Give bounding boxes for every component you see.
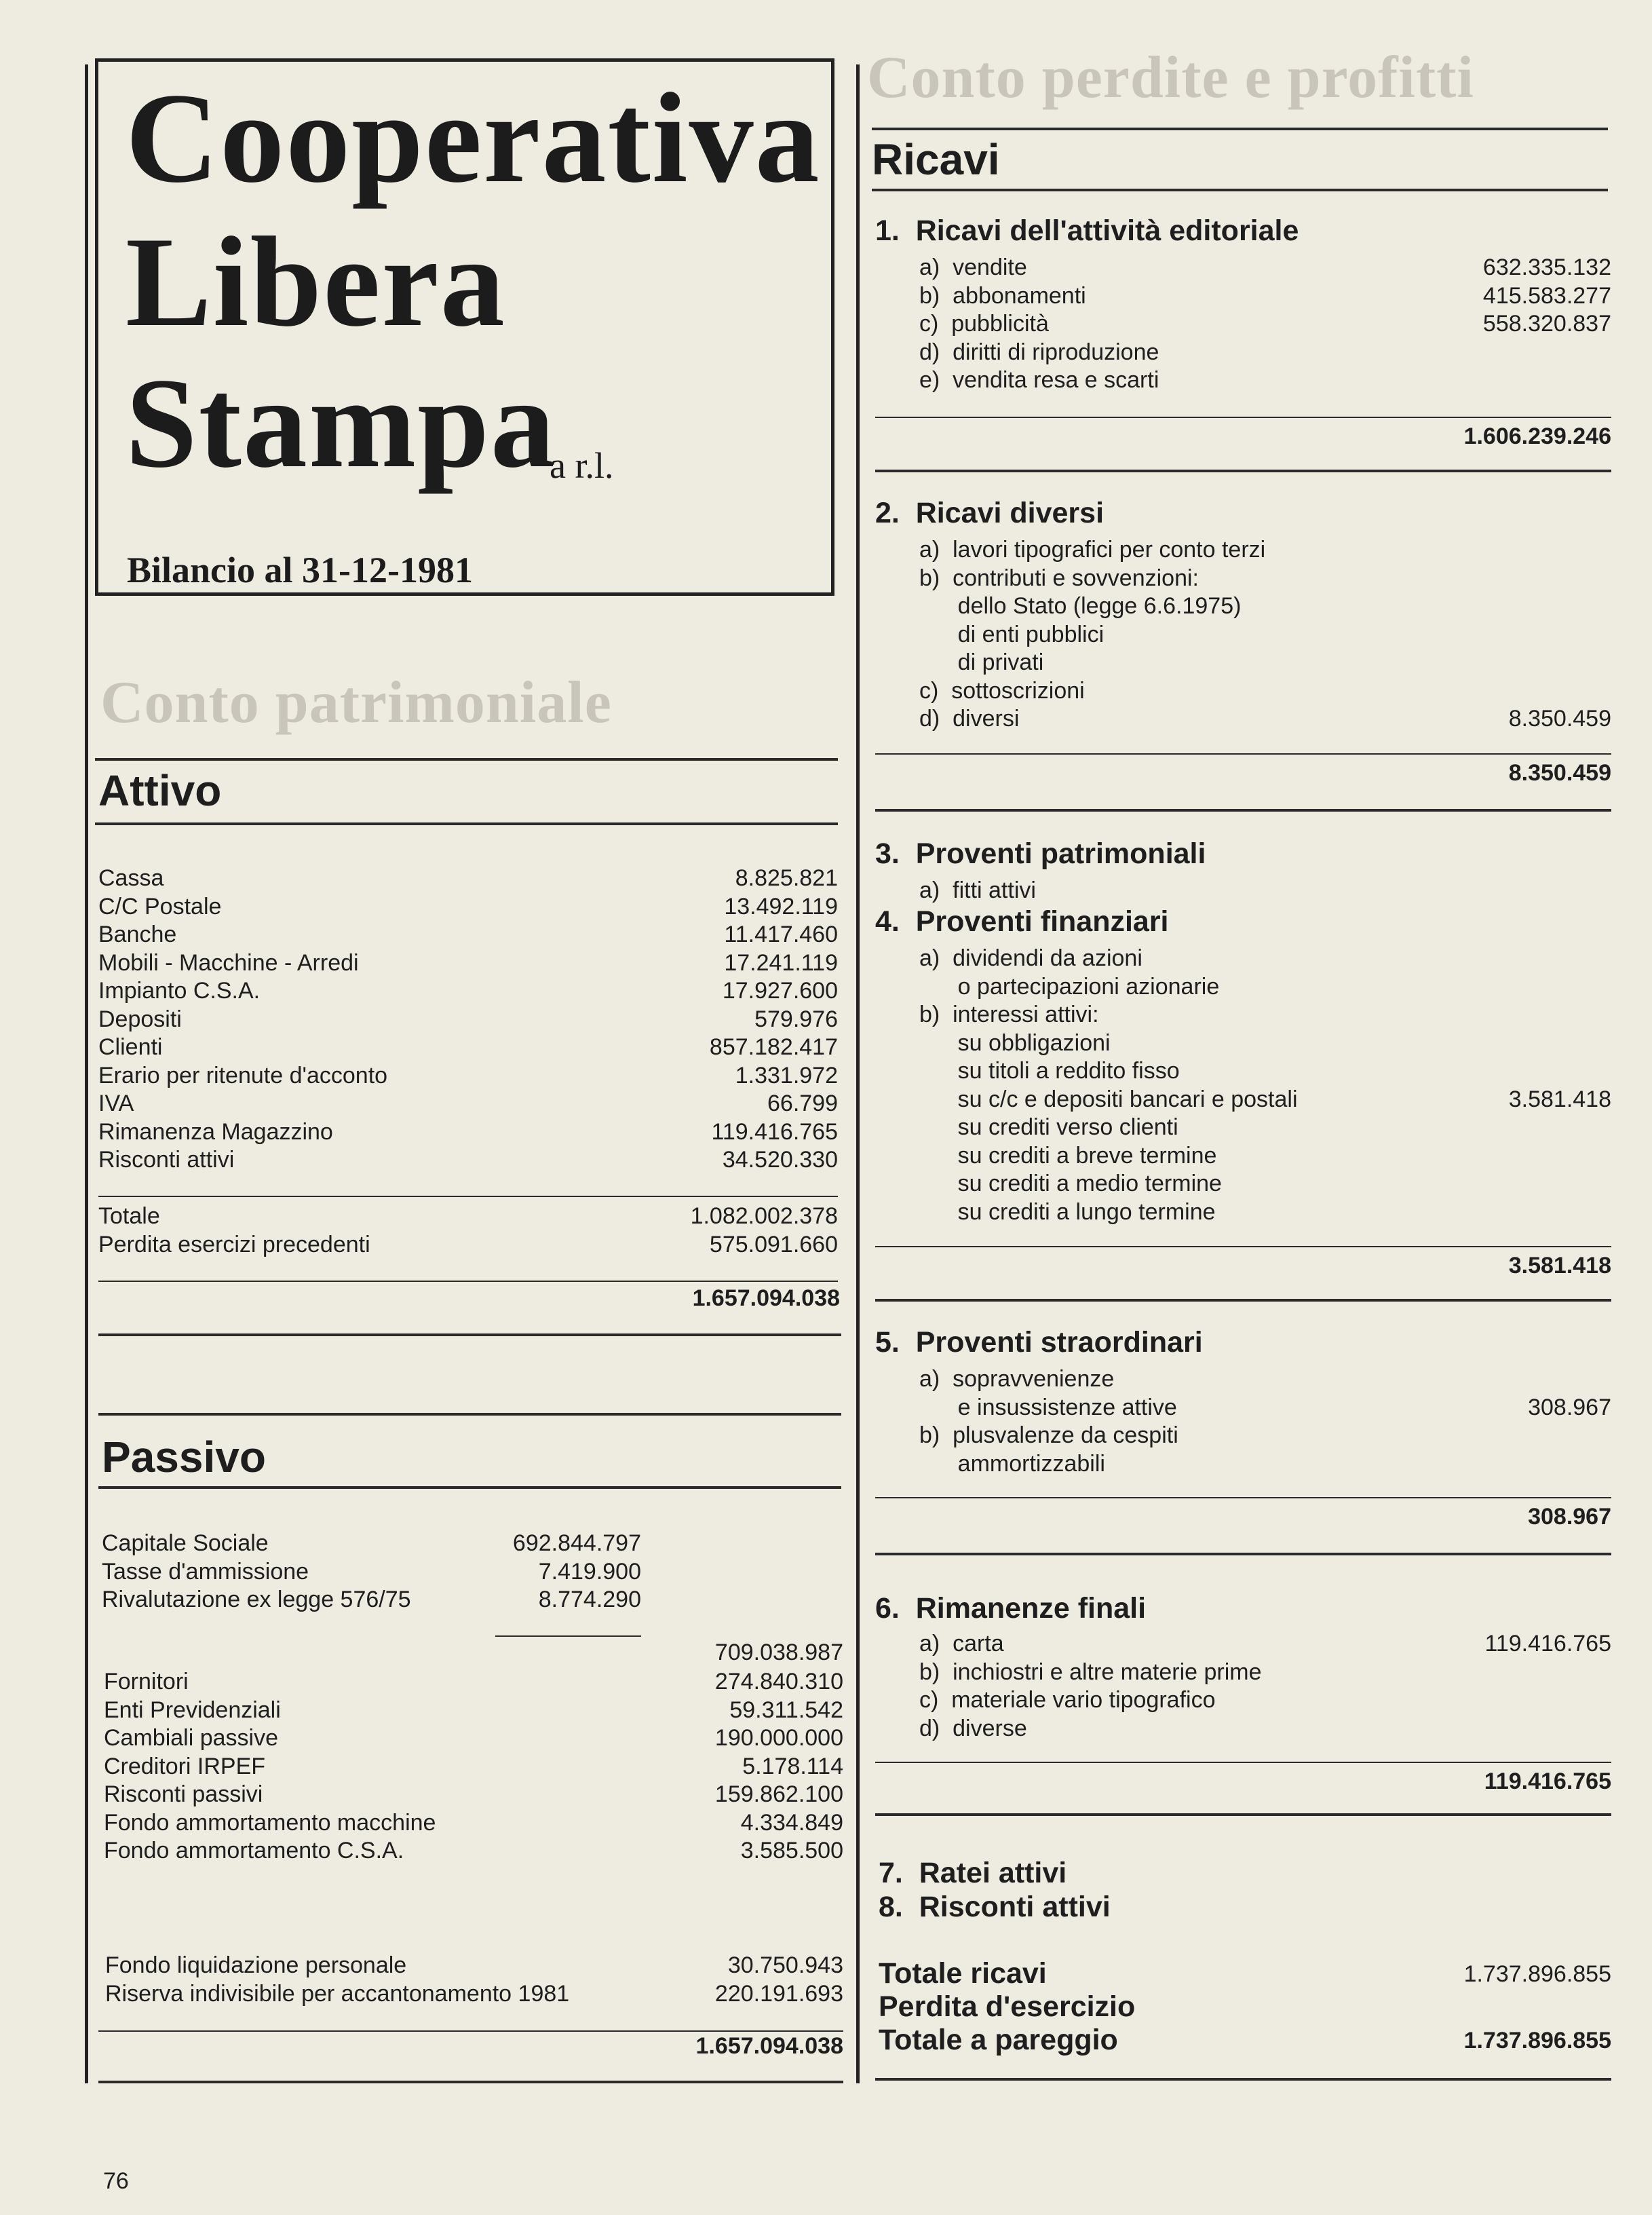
list-item xyxy=(104,1809,843,1838)
conto-patrimoniale-title: Conto patrimoniale xyxy=(100,670,612,736)
item-label: d) diversi xyxy=(919,706,1020,732)
list-item xyxy=(98,1006,838,1034)
item-label: o partecipazioni azionarie xyxy=(919,973,1220,1000)
item-label: su crediti a medio termine xyxy=(919,1171,1222,1196)
attivo-heading: Attivo xyxy=(98,766,222,815)
item-label: di enti pubblici xyxy=(919,621,1104,647)
item-value: 66.799 xyxy=(767,1091,838,1116)
item-label: a) vendite xyxy=(919,254,1027,280)
list-item xyxy=(98,1203,838,1231)
item-label: Impianto C.S.A. xyxy=(98,978,261,1004)
totals-label: Totale a pareggio xyxy=(879,2024,1118,2056)
item-label: Depositi xyxy=(98,1006,182,1032)
s7-title: 7. Ratei attivi xyxy=(879,1857,1067,1889)
s5-title: 5. Proventi straordinari xyxy=(875,1326,1203,1359)
title-suffix: a r.l. xyxy=(550,445,614,486)
rule xyxy=(872,189,1608,191)
list-item xyxy=(105,1980,843,2009)
item-value: 119.416.765 xyxy=(711,1118,838,1145)
rule xyxy=(875,1553,1611,1555)
list-item xyxy=(102,1558,641,1587)
rule xyxy=(495,1635,641,1637)
list-item xyxy=(105,1952,843,1980)
item-label: a) sopravvenienze xyxy=(919,1366,1115,1392)
list-item xyxy=(98,1146,838,1175)
item-value: 34.520.330 xyxy=(722,1147,838,1173)
item-label: Riserva indivisibile per accantonamento 1981 xyxy=(105,1980,570,2007)
item-label: a) fitti attivi xyxy=(919,877,1036,903)
list-item xyxy=(102,1530,641,1558)
item-label: su crediti verso clienti xyxy=(919,1114,1178,1140)
item-label: Cassa xyxy=(98,865,164,891)
attivo-totals xyxy=(98,1203,838,1259)
item-label: c) pubblicità xyxy=(919,311,1049,337)
attivo-grand-total: 1.657.094.038 xyxy=(692,1285,840,1311)
title-box xyxy=(95,58,834,596)
item-value: 3.585.500 xyxy=(740,1838,843,1863)
list-item xyxy=(104,1781,843,1809)
item-label: Fornitori xyxy=(104,1669,189,1695)
rule xyxy=(875,809,1611,812)
s2-total: 8.350.459 xyxy=(1508,760,1611,786)
item-label: di privati xyxy=(919,649,1044,675)
item-value: 274.840.310 xyxy=(714,1669,843,1695)
item-label: su obbligazioni xyxy=(919,1029,1111,1056)
item-value: 5.178.114 xyxy=(742,1753,843,1779)
perdita-label: Perdita esercizi precedenti xyxy=(98,1231,370,1257)
title-line-3: Stampa xyxy=(126,352,556,495)
rule xyxy=(875,1813,1611,1816)
item-value: 632.335.132 xyxy=(1482,254,1611,280)
capitale-list xyxy=(102,1530,641,1614)
item-value: 220.191.693 xyxy=(714,1980,843,2007)
item-value: 692.844.797 xyxy=(512,1530,641,1556)
item-label: d) diverse xyxy=(919,1715,1027,1741)
item-value: 415.583.277 xyxy=(1482,282,1611,309)
item-label: e insussistenze attive xyxy=(919,1394,1177,1420)
item-label: b) inchiostri e altre materie prime xyxy=(919,1659,1262,1685)
item-label: Mobili - Macchine - Arredi xyxy=(98,949,359,976)
list-item xyxy=(98,1062,838,1091)
item-label: dello Stato (legge 6.6.1975) xyxy=(919,593,1242,619)
rule xyxy=(875,417,1611,418)
s2-title: 2. Ricavi diversi xyxy=(875,497,1104,529)
item-label: d) diritti di riproduzione xyxy=(919,339,1159,365)
list-item xyxy=(104,1697,843,1725)
conto-perdite-title: Conto perdite e profitti xyxy=(867,45,1474,111)
item-label: Banche xyxy=(98,922,177,947)
list-item xyxy=(104,1753,843,1781)
item-label: b) plusvalenze da cespiti xyxy=(919,1422,1178,1448)
item-value: 1.331.972 xyxy=(735,1062,838,1088)
column-divider xyxy=(856,64,860,2083)
rule xyxy=(98,1196,838,1197)
balance-date: Bilancio al 31-12-1981 xyxy=(127,550,473,590)
ricavi-heading: Ricavi xyxy=(872,135,1000,184)
passivo-heading: Passivo xyxy=(102,1433,266,1481)
list-item xyxy=(98,893,838,922)
rule xyxy=(98,1413,841,1416)
rule xyxy=(98,1281,838,1282)
totals-label: Perdita d'esercizio xyxy=(879,1990,1136,2023)
item-value: 3.581.418 xyxy=(1508,1086,1611,1112)
s5-total: 308.967 xyxy=(1528,1504,1611,1530)
perdita-value: 575.091.660 xyxy=(709,1231,838,1257)
rule xyxy=(98,1333,841,1336)
s4-total: 3.581.418 xyxy=(1508,1253,1611,1279)
item-value: 59.311.542 xyxy=(729,1697,843,1723)
s6-title: 6. Rimanenze finali xyxy=(875,1592,1147,1625)
rule xyxy=(875,470,1611,472)
list-item xyxy=(104,1724,843,1753)
item-label: Fondo ammortamento macchine xyxy=(104,1809,436,1836)
rule xyxy=(875,1497,1611,1498)
s1-title: 1. Ricavi dell'attività editoriale xyxy=(875,214,1299,247)
list-item xyxy=(98,865,838,893)
item-value: 7.419.900 xyxy=(538,1558,641,1585)
rule xyxy=(95,758,838,761)
item-label: Fondo liquidazione personale xyxy=(105,1952,407,1978)
rule xyxy=(95,822,838,825)
totale-label: Totale xyxy=(98,1203,160,1229)
item-value: 579.976 xyxy=(754,1006,838,1032)
item-value: 13.492.119 xyxy=(724,893,838,920)
item-value: 11.417.460 xyxy=(724,922,838,947)
item-value: 857.182.417 xyxy=(709,1034,838,1060)
item-value: 8.774.290 xyxy=(538,1587,641,1612)
title-line-2: Libera xyxy=(126,211,506,354)
s1-total: 1.606.239.246 xyxy=(1463,423,1611,449)
item-label: c) sottoscrizioni xyxy=(919,677,1085,704)
item-value: 119.416.765 xyxy=(1484,1631,1611,1656)
rule xyxy=(872,128,1608,130)
list-item xyxy=(98,1090,838,1118)
item-label: IVA xyxy=(98,1091,134,1116)
passivo-list-2 xyxy=(105,1952,843,2008)
passivo-grand-total: 1.657.094.038 xyxy=(695,2033,843,2059)
item-value: 17.241.119 xyxy=(724,949,838,976)
list-item xyxy=(98,921,838,949)
list-item xyxy=(98,1034,838,1062)
item-label: Tasse d'ammissione xyxy=(102,1558,309,1585)
item-label: Fondo ammortamento C.S.A. xyxy=(104,1838,404,1863)
item-label: Rivalutazione ex legge 576/75 xyxy=(102,1587,411,1612)
item-label: a) carta xyxy=(919,1631,1004,1656)
item-label: a) dividendi da azioni xyxy=(919,945,1142,971)
item-label: Risconti attivi xyxy=(98,1147,235,1173)
list-item xyxy=(98,949,838,978)
rule xyxy=(875,1762,1611,1763)
item-label: b) abbonamenti xyxy=(919,282,1086,309)
totale-value: 1.082.002.378 xyxy=(690,1203,838,1229)
item-label: Enti Previdenziali xyxy=(104,1697,281,1723)
rule xyxy=(875,1246,1611,1247)
totals-label: Totale ricavi xyxy=(879,1957,1047,1990)
s3-title: 3. Proventi patrimoniali xyxy=(875,837,1206,870)
list-item xyxy=(98,977,838,1006)
s8-title: 8. Risconti attivi xyxy=(879,1891,1111,1923)
s4-title: 4. Proventi finanziari xyxy=(875,905,1169,938)
item-label: su crediti a breve termine xyxy=(919,1142,1217,1169)
item-value: 4.334.849 xyxy=(740,1809,843,1836)
rule xyxy=(98,2081,843,2083)
item-value: 8.350.459 xyxy=(1508,706,1611,732)
item-label: b) contributi e sovvenzioni: xyxy=(919,565,1199,591)
item-label: su c/c e depositi bancari e postali xyxy=(919,1086,1298,1112)
item-value: 30.750.943 xyxy=(727,1952,843,1978)
item-label: C/C Postale xyxy=(98,893,222,920)
list-item xyxy=(104,1668,843,1697)
left-margin-rule xyxy=(85,64,88,2083)
item-label: Creditori IRPEF xyxy=(104,1753,266,1779)
rule xyxy=(98,1486,841,1489)
list-item xyxy=(102,1586,641,1614)
item-value: 159.862.100 xyxy=(714,1781,843,1807)
item-label: c) materiale vario tipografico xyxy=(919,1687,1216,1713)
item-value: 8.825.821 xyxy=(735,865,838,891)
s6-total: 119.416.765 xyxy=(1484,1768,1611,1794)
item-label: Risconti passivi xyxy=(104,1781,263,1807)
item-label: Capitale Sociale xyxy=(102,1530,269,1556)
item-label: su crediti a lungo termine xyxy=(919,1198,1216,1225)
title-line-1: Cooperativa xyxy=(126,67,821,210)
item-label: Clienti xyxy=(98,1034,163,1060)
rule xyxy=(98,2030,843,2032)
list-item xyxy=(104,1837,843,1866)
item-label: b) interessi attivi: xyxy=(919,1002,1099,1027)
item-label: Erario per ritenute d'acconto xyxy=(98,1062,388,1088)
item-label: Cambiali passive xyxy=(104,1725,278,1751)
attivo-list xyxy=(98,865,838,1175)
item-label: a) lavori tipografici per conto terzi xyxy=(919,537,1266,563)
passivo-list xyxy=(104,1668,843,1866)
item-label: ammortizzabili xyxy=(919,1450,1105,1477)
item-value: 190.000.000 xyxy=(714,1725,843,1751)
item-label: Rimanenza Magazzino xyxy=(98,1118,333,1145)
item-value: 558.320.837 xyxy=(1482,311,1611,337)
page-number: 76 xyxy=(103,2168,129,2194)
list-item xyxy=(98,1118,838,1147)
totals-value: 1.737.896.855 xyxy=(1463,1961,1611,1987)
item-value: 17.927.600 xyxy=(722,978,838,1004)
totals-value: 1.737.896.855 xyxy=(1463,2028,1611,2053)
rule xyxy=(875,753,1611,755)
rule xyxy=(875,2078,1611,2081)
rule xyxy=(875,1299,1611,1302)
capitale-total: 709.038.987 xyxy=(714,1640,843,1665)
item-label: su titoli a reddito fisso xyxy=(919,1058,1180,1084)
list-item xyxy=(98,1231,838,1260)
item-value: 308.967 xyxy=(1528,1394,1611,1420)
item-label: e) vendita resa e scarti xyxy=(919,367,1159,393)
